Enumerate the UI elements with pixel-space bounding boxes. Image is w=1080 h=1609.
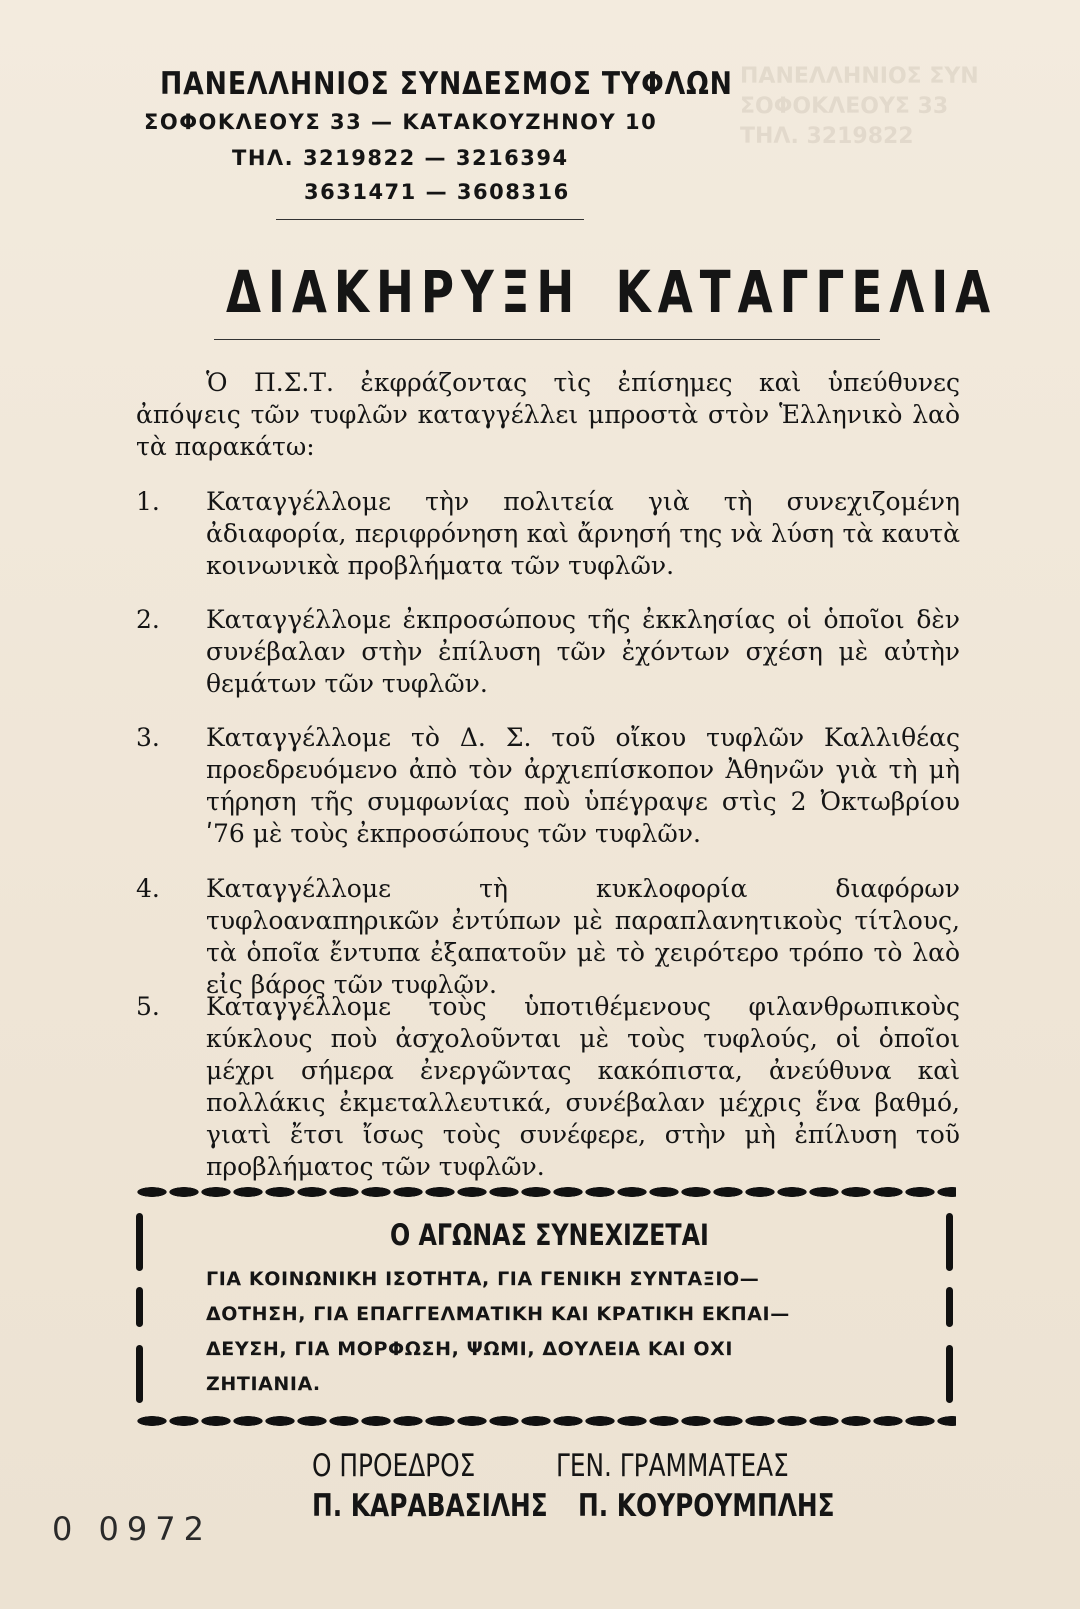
slogan-line: ΔΟΤΗΣΗ, ΓΙΑ ΕΠΑΓΓΕΛΜΑΤΙΚΗ ΚΑΙ ΚΡΑΤΙΚΗ ΕΚΠΑΙ— — [206, 1303, 790, 1325]
list-item — [136, 873, 960, 1001]
list-item-number: 1. — [136, 487, 160, 516]
archive-stamp-number: 0 0972 — [52, 1510, 212, 1548]
list-item-number: 5. — [136, 992, 160, 1021]
organization-name: ΠΑΝΕΛΛΗΝΙΟΣ ΣΥΝΔΕΣΜΟΣ ΤΥΦΛΩΝ — [160, 66, 733, 102]
slogan-line: ΔΕΥΣΗ, ΓΙΑ ΜΟΡΦΩΣΗ, ΨΩΜΙ, ΔΟΥΛΕΙΑ ΚΑΙ ΟΧΙ — [206, 1338, 734, 1360]
box-border-right — [946, 1213, 953, 1271]
organization-address: ΣΟΦΟΚΛΕΟΥΣ 33 — ΚΑΤΑΚΟΥΖΗΝΟΥ 10 — [144, 110, 658, 134]
phone-numbers-line1: ΤΗΛ. 3219822 — 3216394 — [232, 146, 569, 170]
box-border-left — [136, 1213, 143, 1271]
list-item — [136, 991, 960, 1183]
title-word-declaration: ΔΙΑΚΗΡΥΞΗ — [226, 258, 582, 326]
slogan-line: ΓΙΑ ΚΟΙΝΩΝΙΚΗ ΙΣΟΤΗΤΑ, ΓΙΑ ΓΕΝΙΚΗ ΣΥΝΤΑΞΙΟ— — [206, 1268, 760, 1290]
signature-role-president: Ο ΠΡΟΕΔΡΟΣ — [312, 1448, 476, 1484]
box-border-top — [136, 1186, 956, 1198]
list-item-number: 3. — [136, 723, 160, 752]
list-item — [136, 604, 960, 700]
document-title — [226, 258, 997, 326]
box-border-left — [136, 1345, 143, 1403]
box-border-bottom — [136, 1415, 956, 1427]
box-border-right — [946, 1287, 953, 1327]
list-item-text: Καταγγέλλομε τὴ κυκλοφορία διαφόρων τυφλοαναπηρικῶν ἐντύπων μὲ παραπλανητικοὺς τίτλους, τὰ ὁποῖα ἔντυπα ἐξαπατοῦν μὲ τὸ χειρότερο τρόπο τὸ λαὸ εἰς βάρος τῶν τυφλῶν. — [206, 874, 960, 999]
list-item-text: Καταγγέλλομε τοὺς ὑποτιθέμενους φιλανθρωπικοὺς κύκλους ποὺ ἀσχολοῦνται μὲ τοὺς τυφλούς, οἱ ὁποῖοι μέχρι σήμερα ἐνεργῶντας κακόπιστα, ἀνεύθυνα καὶ πολλάκις ἐκμεταλλευτικά, συνέβαλαν μέχρις ἕνα βαθμό, γιατὶ ἔτσι ἴσως τοὺς συνέφερε, στὴν μὴ ἐπίλυση τοῦ προβλήματος τῶν τυφλῶν. — [206, 992, 960, 1181]
list-item-text: Καταγγέλλομε τὴν πολιτεία γιὰ τὴ συνεχιζομένη ἀδιαφορία, περιφρόνηση καὶ ἄρνησή της νὰ λύση τὰ καυτὰ κοινωνικὰ προβλήματα τῶν τυφλῶν. — [206, 487, 960, 580]
list-item-number: 4. — [136, 874, 160, 903]
title-word-denunciation: ΚΑΤΑΓΓΕΛΙΑ — [615, 258, 998, 326]
signature-role-secretary: ΓΕΝ. ΓΡΑΜΜΑΤΕΑΣ — [556, 1448, 789, 1484]
bleed-through-text: ΠΑΝΕΛΛΗΝΙΟΣ ΣΥΝ ΣΟΦΟΚΛΕΟΥΣ 33 ΤΗΛ. 3219822 — [740, 64, 979, 149]
list-item-text: Καταγγέλλομε τὸ Δ. Σ. τοῦ οἴκου τυφλῶν Καλλιθέας προεδρευόμενο ἀπὸ τὸν ἀρχιεπίσκοπον Ἀθηνῶν γιὰ τὴ μὴ τήρηση τῆς συμφωνίας ποὺ ὑπέγραψε στὶς 2 Ὀκτωβρίου ʹ76 μὲ τοὺς ἐκπροσώπους τῶν τυφλῶν. — [206, 723, 960, 848]
signature-name-secretary: Π. ΚΟΥΡΟΥΜΠΛΗΣ — [578, 1488, 835, 1524]
box-border-left — [136, 1287, 143, 1327]
slogan-line: ΖΗΤΙΑΝΙΑ. — [206, 1373, 321, 1395]
title-divider — [214, 339, 880, 340]
box-border-right — [946, 1345, 953, 1403]
signature-name-president: Π. ΚΑΡΑΒΑΣΙΛΗΣ — [312, 1488, 548, 1524]
intro-paragraph: Ὁ Π.Σ.Τ. ἐκφράζοντας τὶς ἐπίσημες καὶ ὑπεύθυνες ἀπόψεις τῶν τυφλῶν καταγγέλλει μπροστὰ στὸν Ἑλληνικὸ λαὸ τὰ παρακάτω: — [136, 368, 960, 461]
list-item — [136, 486, 960, 582]
header-divider — [276, 219, 584, 220]
list-item — [136, 722, 960, 850]
slogan-text — [206, 1262, 866, 1402]
list-item-number: 2. — [136, 605, 160, 634]
phone-numbers-line2: 3631471 — 3608316 — [304, 180, 570, 204]
slogan-title: Ο ΑΓΩΝΑΣ ΣΥΝΕΧΙΖΕΤΑΙ — [390, 1218, 709, 1252]
list-item-text: Καταγγέλλομε ἐκπροσώπους τῆς ἐκκλησίας οἱ ὁποῖοι δὲν συνέβαλαν στὴν ἐπίλυση τῶν ἐχόντων σχέση μὲ αὐτὴν θεμάτων τῶν τυφλῶν. — [206, 605, 960, 698]
